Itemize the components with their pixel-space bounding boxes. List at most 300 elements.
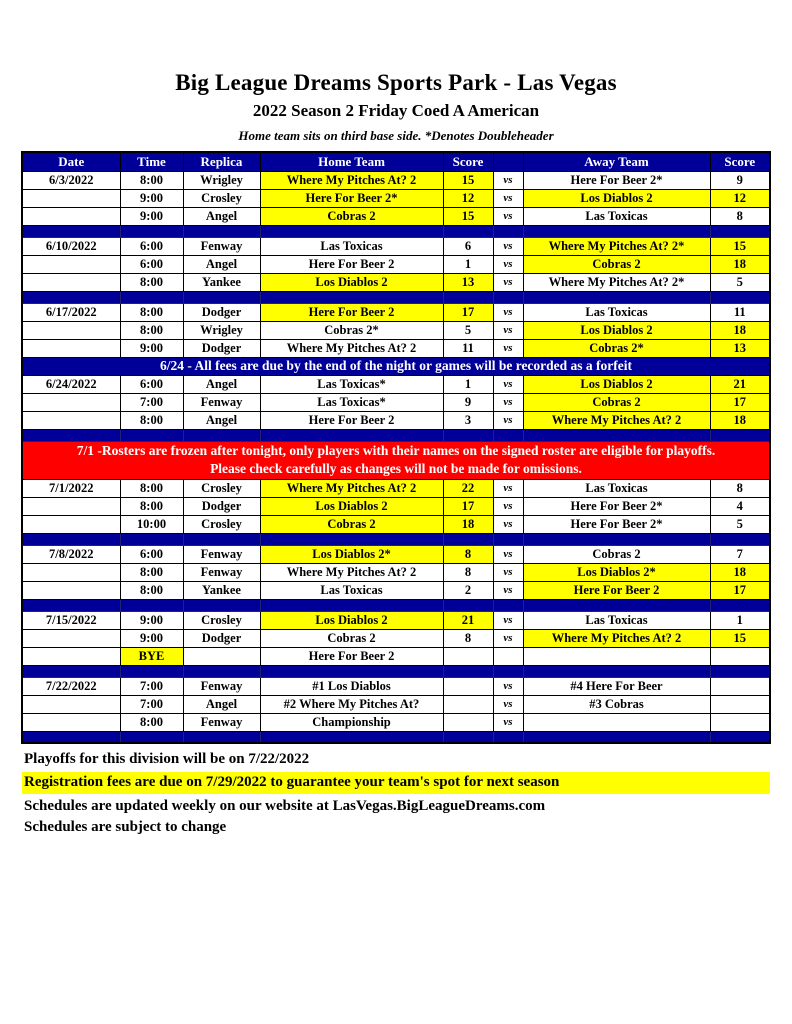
cell-replica: Crosley	[183, 515, 260, 533]
cell-time: 6:00	[120, 237, 183, 255]
separator-cell	[493, 533, 523, 545]
separator-cell	[120, 599, 183, 611]
game-row	[22, 321, 770, 339]
cell-replica	[183, 647, 260, 665]
cell-home-score: 9	[443, 393, 493, 411]
cell-time: 8:00	[120, 563, 183, 581]
cell-away-score: 21	[710, 375, 770, 393]
cell-time: 9:00	[120, 339, 183, 357]
cell-home-team: Las Toxicas	[260, 581, 443, 599]
cell-away-score: 8	[710, 479, 770, 497]
separator-cell	[493, 225, 523, 237]
cell-vs: vs	[493, 695, 523, 713]
schedule-table-body	[22, 171, 770, 743]
footer-playoffs-text: Playoffs for this division will be on 7/22/2022	[24, 751, 310, 767]
separator-cell	[22, 731, 120, 743]
separator-cell	[443, 731, 493, 743]
cell-away-score: 8	[710, 207, 770, 225]
cell-home-score: 18	[443, 515, 493, 533]
separator-row	[22, 291, 770, 303]
separator-cell	[260, 291, 443, 303]
cell-time: 8:00	[120, 273, 183, 291]
cell-away-score	[710, 677, 770, 695]
schedule-table	[21, 151, 771, 744]
cell-vs: vs	[493, 237, 523, 255]
cell-away-score: 5	[710, 273, 770, 291]
cell-replica: Angel	[183, 375, 260, 393]
cell-away-team	[523, 647, 710, 665]
cell-vs: vs	[493, 189, 523, 207]
separator-cell	[120, 665, 183, 677]
cell-home-score: 13	[443, 273, 493, 291]
cell-home-team: Here For Beer 2*	[260, 189, 443, 207]
cell-away-score: 13	[710, 339, 770, 357]
cell-date	[22, 695, 120, 713]
game-row	[22, 545, 770, 563]
separator-cell	[443, 533, 493, 545]
cell-vs: vs	[493, 321, 523, 339]
cell-home-score: 5	[443, 321, 493, 339]
cell-replica: Fenway	[183, 677, 260, 695]
cell-time: 8:00	[120, 321, 183, 339]
cell-date	[22, 713, 120, 731]
cell-away-team: Las Toxicas	[523, 207, 710, 225]
game-row	[22, 339, 770, 357]
cell-time: 9:00	[120, 611, 183, 629]
cell-date	[22, 273, 120, 291]
cell-time: 10:00	[120, 515, 183, 533]
footer	[22, 751, 770, 836]
cell-time: 6:00	[120, 375, 183, 393]
cell-replica: Angel	[183, 207, 260, 225]
cell-away-team: Cobras 2	[523, 255, 710, 273]
cell-date: 7/15/2022	[22, 611, 120, 629]
cell-home-team: #1 Los Diablos	[260, 677, 443, 695]
separator-row	[22, 533, 770, 545]
game-row	[22, 303, 770, 321]
cell-date	[22, 393, 120, 411]
game-row	[22, 393, 770, 411]
cell-home-score: 17	[443, 497, 493, 515]
cell-date	[22, 629, 120, 647]
cell-away-score	[710, 695, 770, 713]
cell-time: 8:00	[120, 411, 183, 429]
cell-home-team: Where My Pitches At? 2	[260, 563, 443, 581]
cell-time: 8:00	[120, 171, 183, 189]
cell-away-score: 12	[710, 189, 770, 207]
separator-cell	[183, 225, 260, 237]
cell-home-team: Cobras 2	[260, 207, 443, 225]
separator-cell	[120, 225, 183, 237]
cell-away-team: Where My Pitches At? 2*	[523, 237, 710, 255]
cell-date: 6/3/2022	[22, 171, 120, 189]
header-replica: Replica	[183, 152, 260, 171]
cell-away-team: Here For Beer 2*	[523, 497, 710, 515]
cell-vs: vs	[493, 411, 523, 429]
cell-away-score: 15	[710, 237, 770, 255]
separator-cell	[523, 665, 710, 677]
game-row	[22, 411, 770, 429]
cell-away-score: 1	[710, 611, 770, 629]
cell-away-score: 9	[710, 171, 770, 189]
cell-away-team: Las Toxicas	[523, 479, 710, 497]
cell-time: 6:00	[120, 255, 183, 273]
separator-cell	[22, 665, 120, 677]
cell-away-score: 18	[710, 321, 770, 339]
alert-text: 7/1 -Rosters are frozen after tonight, only players with their names on the signed roster are eligible for playoffs. Please check carefully as changes will not be made for omissions.	[22, 441, 770, 479]
cell-vs: vs	[493, 611, 523, 629]
cell-away-score	[710, 647, 770, 665]
separator-cell	[260, 665, 443, 677]
cell-date: 6/17/2022	[22, 303, 120, 321]
cell-time: 9:00	[120, 189, 183, 207]
cell-date	[22, 497, 120, 515]
game-row	[22, 273, 770, 291]
cell-away-score: 11	[710, 303, 770, 321]
cell-away-team	[523, 713, 710, 731]
cell-away-score: 7	[710, 545, 770, 563]
notice-row	[22, 357, 770, 375]
cell-time: 6:00	[120, 545, 183, 563]
separator-cell	[710, 291, 770, 303]
separator-cell	[22, 291, 120, 303]
cell-date: 6/10/2022	[22, 237, 120, 255]
cell-home-team: Los Diablos 2*	[260, 545, 443, 563]
cell-away-score: 17	[710, 393, 770, 411]
separator-cell	[260, 429, 443, 441]
cell-away-score: 18	[710, 563, 770, 581]
cell-vs: vs	[493, 563, 523, 581]
cell-home-score	[443, 695, 493, 713]
alert-row	[22, 441, 770, 479]
cell-home-team: Las Toxicas*	[260, 393, 443, 411]
cell-vs: vs	[493, 497, 523, 515]
cell-away-score: 17	[710, 581, 770, 599]
cell-date	[22, 189, 120, 207]
cell-home-team: Cobras 2	[260, 629, 443, 647]
cell-replica: Fenway	[183, 563, 260, 581]
cell-time: 9:00	[120, 207, 183, 225]
cell-home-team: #2 Where My Pitches At?	[260, 695, 443, 713]
cell-replica: Fenway	[183, 237, 260, 255]
cell-away-team: Where My Pitches At? 2*	[523, 273, 710, 291]
cell-date: 7/8/2022	[22, 545, 120, 563]
cell-home-score: 1	[443, 375, 493, 393]
cell-away-team: Los Diablos 2	[523, 321, 710, 339]
cell-replica: Dodger	[183, 497, 260, 515]
cell-replica: Dodger	[183, 303, 260, 321]
notice-text: 6/24 - All fees are due by the end of the night or games will be recorded as a forfeit	[22, 357, 770, 375]
cell-vs: vs	[493, 273, 523, 291]
cell-home-score: 2	[443, 581, 493, 599]
cell-home-team: Where My Pitches At? 2	[260, 339, 443, 357]
cell-home-team: Where My Pitches At? 2	[260, 479, 443, 497]
game-row	[22, 647, 770, 665]
cell-date	[22, 321, 120, 339]
separator-cell	[493, 429, 523, 441]
cell-time: 7:00	[120, 677, 183, 695]
cell-time: 9:00	[120, 629, 183, 647]
header-home-score: Score	[443, 152, 493, 171]
cell-date	[22, 647, 120, 665]
separator-cell	[260, 599, 443, 611]
separator-cell	[260, 731, 443, 743]
separator-row	[22, 599, 770, 611]
separator-cell	[710, 599, 770, 611]
cell-replica: Wrigley	[183, 321, 260, 339]
cell-replica: Dodger	[183, 339, 260, 357]
footer-subject-text: Schedules are subject to change	[24, 819, 227, 835]
cell-home-score: 8	[443, 545, 493, 563]
separator-cell	[443, 429, 493, 441]
separator-row	[22, 429, 770, 441]
game-row	[22, 611, 770, 629]
cell-home-score	[443, 713, 493, 731]
cell-away-score: 18	[710, 255, 770, 273]
separator-cell	[22, 429, 120, 441]
page-subtitle: 2022 Season 2 Friday Coed A American	[252, 101, 540, 120]
separator-cell	[493, 731, 523, 743]
separator-cell	[523, 599, 710, 611]
game-row	[22, 255, 770, 273]
cell-vs: vs	[493, 207, 523, 225]
cell-home-team: Championship	[260, 713, 443, 731]
cell-date: 7/22/2022	[22, 677, 120, 695]
cell-home-score: 8	[443, 629, 493, 647]
cell-home-score: 15	[443, 207, 493, 225]
cell-away-score	[710, 713, 770, 731]
page-title: Big League Dreams Sports Park - Las Vegas	[175, 70, 617, 95]
cell-away-team: Cobras 2	[523, 393, 710, 411]
cell-replica: Crosley	[183, 189, 260, 207]
separator-cell	[710, 533, 770, 545]
game-row	[22, 515, 770, 533]
cell-away-team: #3 Cobras	[523, 695, 710, 713]
cell-time: 7:00	[120, 695, 183, 713]
separator-row	[22, 665, 770, 677]
cell-time: 8:00	[120, 479, 183, 497]
cell-replica: Angel	[183, 695, 260, 713]
separator-cell	[443, 599, 493, 611]
cell-home-team: Las Toxicas	[260, 237, 443, 255]
cell-replica: Wrigley	[183, 171, 260, 189]
separator-cell	[120, 533, 183, 545]
cell-date	[22, 411, 120, 429]
separator-cell	[493, 291, 523, 303]
cell-away-score: 18	[710, 411, 770, 429]
cell-away-team: Here For Beer 2*	[523, 171, 710, 189]
separator-cell	[710, 429, 770, 441]
cell-home-team: Where My Pitches At? 2	[260, 171, 443, 189]
cell-date	[22, 339, 120, 357]
footer-updated-text: Schedules are updated weekly on our website at LasVegas.BigLeagueDreams.com	[24, 798, 546, 814]
cell-replica: Crosley	[183, 479, 260, 497]
cell-vs: vs	[493, 171, 523, 189]
cell-vs: vs	[493, 545, 523, 563]
cell-home-team: Las Toxicas*	[260, 375, 443, 393]
cell-vs: vs	[493, 393, 523, 411]
cell-away-team: Las Toxicas	[523, 303, 710, 321]
cell-date	[22, 207, 120, 225]
cell-vs: vs	[493, 375, 523, 393]
cell-vs: vs	[493, 581, 523, 599]
separator-cell	[183, 731, 260, 743]
cell-vs: vs	[493, 713, 523, 731]
separator-cell	[443, 665, 493, 677]
separator-cell	[493, 599, 523, 611]
cell-home-score: 1	[443, 255, 493, 273]
game-row	[22, 581, 770, 599]
cell-away-score: 5	[710, 515, 770, 533]
cell-vs: vs	[493, 515, 523, 533]
cell-away-team: Los Diablos 2	[523, 375, 710, 393]
game-row	[22, 497, 770, 515]
cell-home-team: Here For Beer 2	[260, 255, 443, 273]
cell-away-team: #4 Here For Beer	[523, 677, 710, 695]
separator-cell	[710, 731, 770, 743]
separator-cell	[183, 429, 260, 441]
separator-row	[22, 731, 770, 743]
cell-home-score: 17	[443, 303, 493, 321]
cell-replica: Fenway	[183, 545, 260, 563]
cell-date	[22, 255, 120, 273]
cell-away-team: Cobras 2*	[523, 339, 710, 357]
cell-replica: Dodger	[183, 629, 260, 647]
cell-vs	[493, 647, 523, 665]
cell-away-team: Los Diablos 2*	[523, 563, 710, 581]
cell-home-score: 8	[443, 563, 493, 581]
cell-replica: Angel	[183, 255, 260, 273]
game-row	[22, 695, 770, 713]
cell-vs: vs	[493, 303, 523, 321]
cell-date	[22, 563, 120, 581]
game-row	[22, 563, 770, 581]
cell-time: 8:00	[120, 303, 183, 321]
separator-cell	[443, 225, 493, 237]
cell-date: 7/1/2022	[22, 479, 120, 497]
cell-date	[22, 515, 120, 533]
cell-home-score: 21	[443, 611, 493, 629]
cell-home-score: 12	[443, 189, 493, 207]
cell-home-team: Here For Beer 2	[260, 303, 443, 321]
cell-home-score: 6	[443, 237, 493, 255]
cell-away-team: Cobras 2	[523, 545, 710, 563]
header-time: Time	[120, 152, 183, 171]
cell-date	[22, 581, 120, 599]
separator-cell	[523, 225, 710, 237]
separator-cell	[183, 291, 260, 303]
separator-row	[22, 225, 770, 237]
game-row	[22, 677, 770, 695]
cell-replica: Yankee	[183, 581, 260, 599]
separator-cell	[183, 599, 260, 611]
separator-cell	[183, 665, 260, 677]
cell-replica: Yankee	[183, 273, 260, 291]
game-row	[22, 713, 770, 731]
separator-cell	[523, 731, 710, 743]
game-row	[22, 207, 770, 225]
separator-cell	[120, 731, 183, 743]
cell-date: 6/24/2022	[22, 375, 120, 393]
separator-cell	[493, 665, 523, 677]
game-row	[22, 479, 770, 497]
separator-cell	[120, 429, 183, 441]
header-vs	[493, 152, 523, 171]
separator-cell	[183, 533, 260, 545]
header-away-team: Away Team	[523, 152, 710, 171]
cell-home-team: Here For Beer 2	[260, 647, 443, 665]
table-header-row	[22, 152, 770, 171]
cell-home-team: Los Diablos 2	[260, 273, 443, 291]
cell-home-score	[443, 677, 493, 695]
separator-cell	[710, 225, 770, 237]
cell-away-team: Where My Pitches At? 2	[523, 629, 710, 647]
cell-home-score: 3	[443, 411, 493, 429]
cell-time: 7:00	[120, 393, 183, 411]
separator-cell	[710, 665, 770, 677]
separator-cell	[523, 429, 710, 441]
cell-replica: Angel	[183, 411, 260, 429]
game-row	[22, 375, 770, 393]
cell-replica: Fenway	[183, 393, 260, 411]
cell-vs: vs	[493, 629, 523, 647]
separator-cell	[260, 225, 443, 237]
cell-time: 8:00	[120, 713, 183, 731]
separator-cell	[22, 533, 120, 545]
cell-time: 8:00	[120, 581, 183, 599]
footer-registration-highlight: Registration fees are due on 7/29/2022 to guarantee your team's spot for next season	[22, 772, 770, 794]
cell-replica: Fenway	[183, 713, 260, 731]
separator-cell	[22, 599, 120, 611]
cell-home-team: Here For Beer 2	[260, 411, 443, 429]
separator-cell	[120, 291, 183, 303]
game-row	[22, 171, 770, 189]
cell-home-team: Los Diablos 2	[260, 497, 443, 515]
separator-cell	[260, 533, 443, 545]
separator-cell	[22, 225, 120, 237]
cell-away-team: Where My Pitches At? 2	[523, 411, 710, 429]
separator-cell	[523, 291, 710, 303]
cell-vs: vs	[493, 339, 523, 357]
page-note: Home team sits on third base side. *Denotes Doubleheader	[238, 128, 554, 143]
cell-away-score: 4	[710, 497, 770, 515]
cell-home-team: Los Diablos 2	[260, 611, 443, 629]
header-away-score: Score	[710, 152, 770, 171]
separator-cell	[523, 533, 710, 545]
cell-away-team: Los Diablos 2	[523, 189, 710, 207]
game-row	[22, 237, 770, 255]
cell-vs: vs	[493, 479, 523, 497]
cell-away-team: Here For Beer 2	[523, 581, 710, 599]
cell-home-team: Cobras 2*	[260, 321, 443, 339]
cell-replica: Crosley	[183, 611, 260, 629]
cell-time: BYE	[120, 647, 183, 665]
cell-time: 8:00	[120, 497, 183, 515]
cell-away-score: 15	[710, 629, 770, 647]
separator-cell	[443, 291, 493, 303]
game-row	[22, 189, 770, 207]
header-date: Date	[22, 152, 120, 171]
cell-vs: vs	[493, 677, 523, 695]
cell-home-score	[443, 647, 493, 665]
cell-home-score: 15	[443, 171, 493, 189]
header-home-team: Home Team	[260, 152, 443, 171]
cell-home-score: 11	[443, 339, 493, 357]
cell-away-team: Las Toxicas	[523, 611, 710, 629]
cell-vs: vs	[493, 255, 523, 273]
cell-home-score: 22	[443, 479, 493, 497]
game-row	[22, 629, 770, 647]
